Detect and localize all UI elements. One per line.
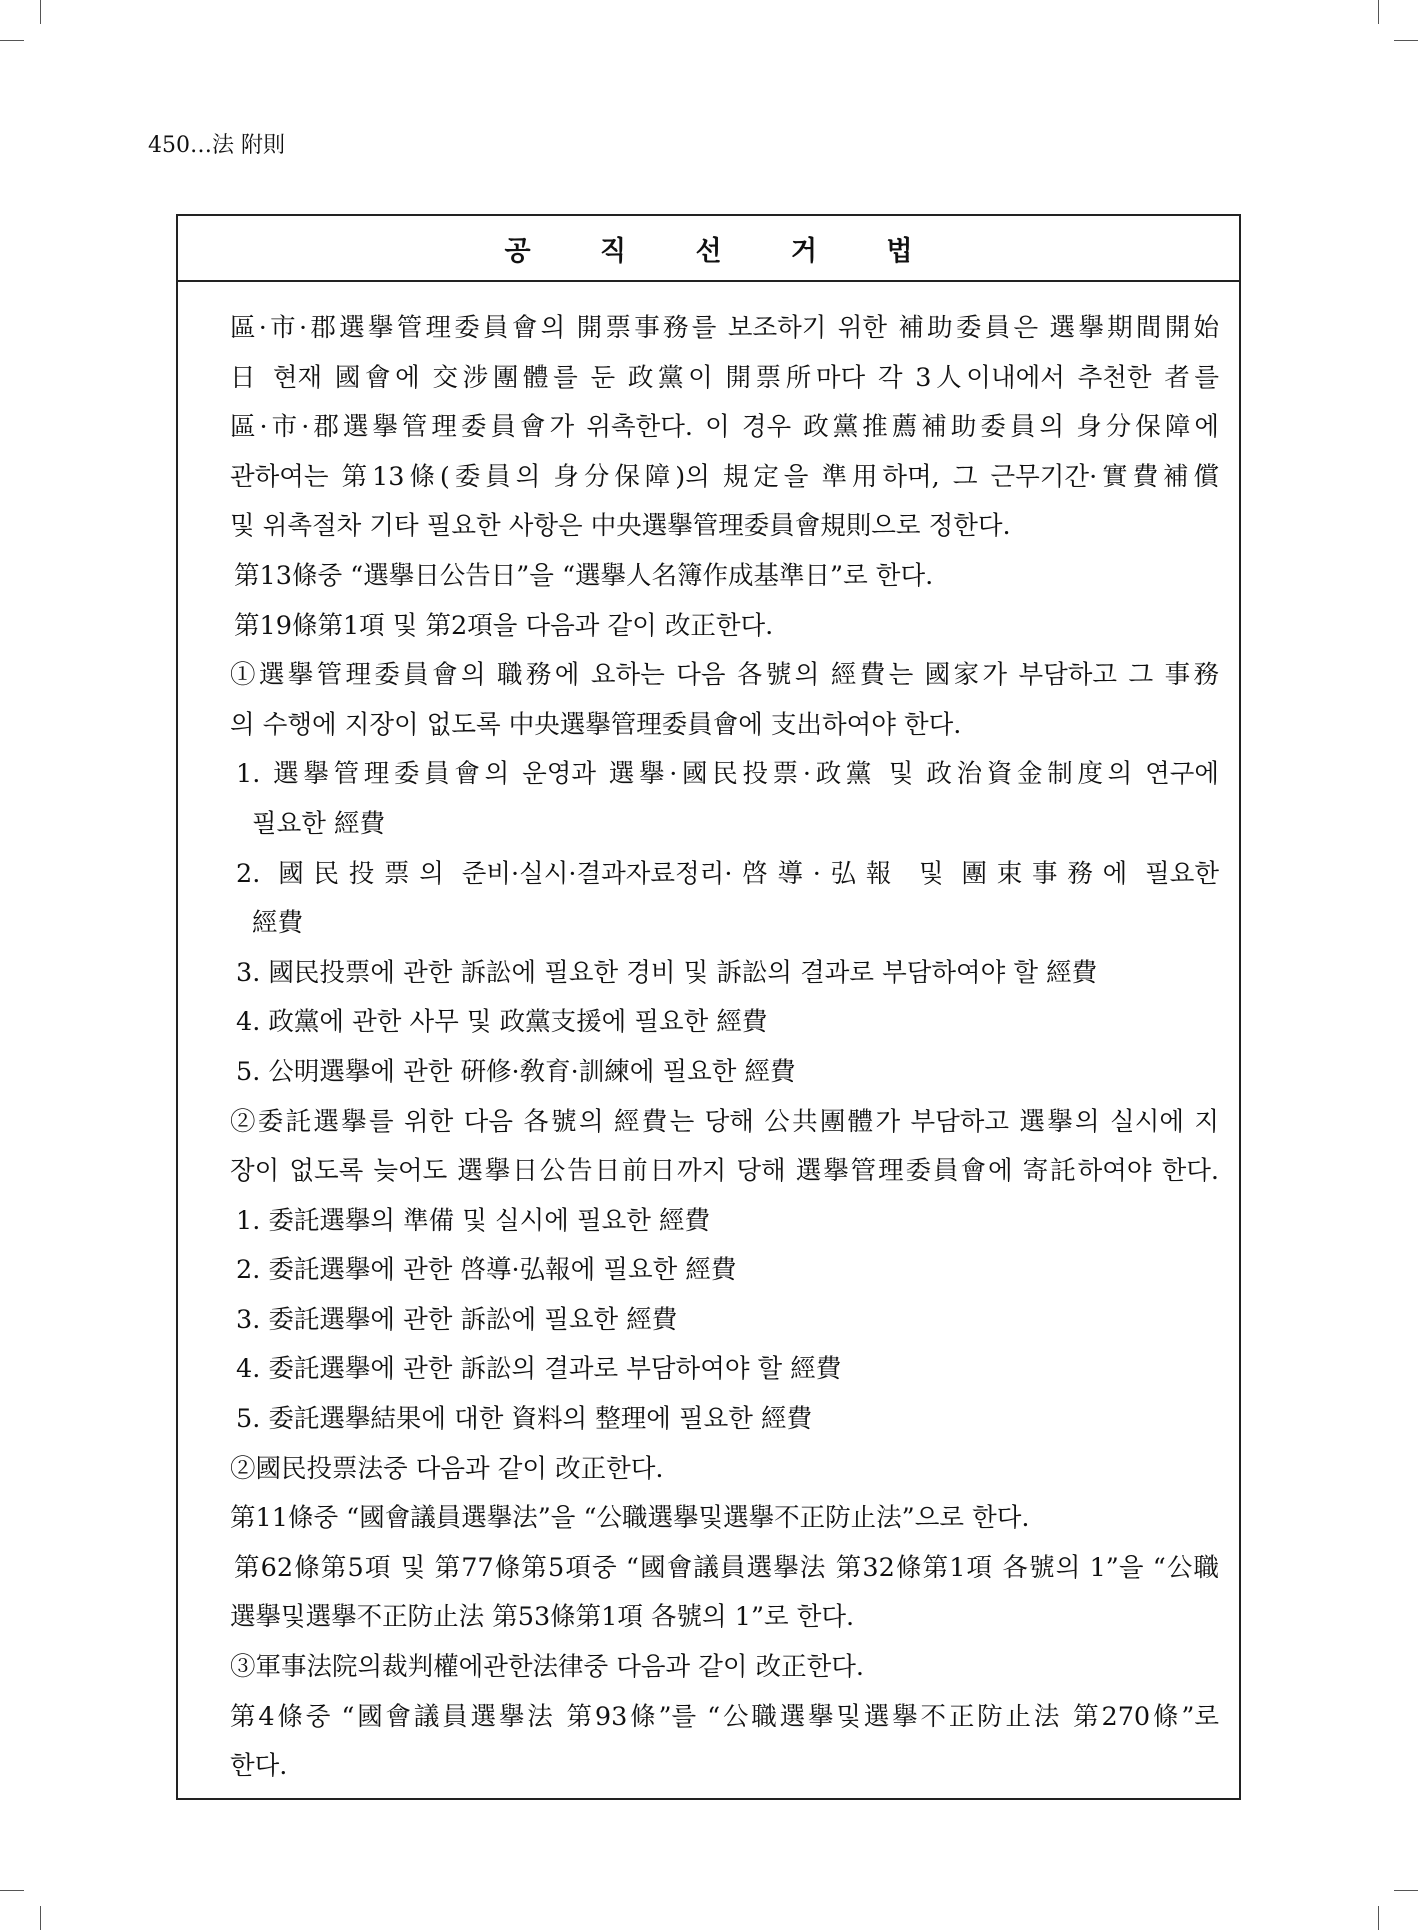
- text-line: 2. 國民投票의 준비·실시·결과자료정리·啓導·弘報 및 團束事務에 필요한: [236, 858, 1219, 889]
- text-line: ③軍事法院의裁判權에관한法律중 다음과 같이 改正한다.: [230, 1652, 865, 1683]
- text-line: 日 현재 國會에 交涉團體를 둔 政黨이 開票所마다 각 3人이내에서 추천한 者를: [230, 362, 1219, 393]
- text-line: 1. 選擧管理委員會의 운영과 選擧·國民投票·政黨 및 政治資金制度의 연구에: [236, 759, 1219, 790]
- text-line: 4. 委託選擧에 관한 訴訟의 결과로 부담하여야 할 經費: [236, 1354, 842, 1385]
- crop-mark-bottom-right: [1394, 1890, 1418, 1891]
- text-line: 第19條第1項 및 第2項을 다음과 같이 改正한다.: [234, 610, 774, 641]
- crop-mark-bottom-right: [1378, 1906, 1379, 1930]
- text-line: 第4條중 “國會議員選擧法 第93條”를 “公職選擧및選擧不正防止法 第270條”로: [230, 1701, 1219, 1732]
- text-line: 5. 委託選擧結果에 대한 資料의 整理에 필요한 經費: [236, 1404, 813, 1435]
- text-line: ①選擧管理委員會의 職務에 요하는 다음 各號의 經費는 國家가 부담하고 그 事務: [230, 660, 1219, 691]
- crop-mark-top-right: [1394, 40, 1418, 41]
- crop-mark-top-left: [0, 40, 24, 41]
- text-line: 2. 委託選擧에 관한 啓導·弘報에 필요한 經費: [236, 1255, 737, 1286]
- text-line: 한다.: [230, 1751, 288, 1782]
- text-line: 第11條중 “國會議員選擧法”을 “公職選擧및選擧不正防止法”으로 한다.: [230, 1503, 1030, 1534]
- text-line: 4. 政黨에 관한 사무 및 政黨支援에 필요한 經費: [236, 1007, 768, 1038]
- text-line: 필요한 經費: [252, 808, 386, 839]
- crop-mark-top-right: [1378, 0, 1379, 24]
- title-bar: [178, 216, 1239, 282]
- text-line: 第62條第5項 및 第77條第5項중 “國會議員選擧法 第32條第1項 各號의 1”을 “公職: [234, 1552, 1219, 1583]
- law-text-body: [230, 304, 1219, 1792]
- text-line: 3. 委託選擧에 관한 訴訟에 필요한 經費: [236, 1304, 678, 1335]
- running-head: 450…法 附則: [148, 133, 285, 158]
- text-line: 및 위촉절차 기타 필요한 사항은 中央選擧管理委員會規則으로 정한다.: [230, 511, 1011, 542]
- text-line: ②委託選擧를 위한 다음 各號의 經費는 당해 公共團體가 부담하고 選擧의 실시에 지: [230, 1106, 1219, 1137]
- text-line: 區·市·郡選擧管理委員會가 위촉한다. 이 경우 政黨推薦補助委員의 身分保障에: [230, 412, 1219, 443]
- text-line: 관하여는 第13條(委員의 身分保障)의 規定을 準用하며, 그 근무기간·實費補償: [230, 461, 1219, 492]
- text-line: 區·市·郡選擧管理委員會의 開票事務를 보조하기 위한 補助委員은 選擧期間開始: [230, 313, 1219, 343]
- text-line: 의 수행에 지장이 없도록 中央選擧管理委員會에 支出하여야 한다.: [230, 709, 962, 740]
- box-title: 공 직 선 거 법: [504, 235, 943, 267]
- text-line: 장이 없도록 늦어도 選擧日公告日前日까지 당해 選擧管理委員會에 寄託하여야 한다.: [230, 1156, 1219, 1187]
- text-line: 3. 國民投票에 관한 訴訟에 필요한 경비 및 訴訟의 결과로 부담하여야 할 經費: [236, 957, 1098, 988]
- text-line: 選擧및選擧不正防止法 第53條第1項 各號의 1”로 한다.: [230, 1602, 855, 1633]
- text-line: ②國民投票法중 다음과 같이 改正한다.: [230, 1453, 664, 1484]
- text-line: 1. 委託選擧의 準備 및 실시에 필요한 經費: [236, 1205, 711, 1236]
- law-text-box: [176, 214, 1241, 1800]
- text-line: 經費: [252, 908, 304, 939]
- text-line: 5. 公明選擧에 관한 硏修·敎育·訓練에 필요한 經費: [236, 1056, 796, 1087]
- crop-mark-top-left: [40, 0, 41, 24]
- crop-mark-bottom-left: [40, 1906, 41, 1930]
- crop-mark-bottom-left: [0, 1890, 24, 1891]
- text-line: 第13條중 “選擧日公告日”을 “選擧人名簿作成基準日”로 한다.: [234, 560, 934, 591]
